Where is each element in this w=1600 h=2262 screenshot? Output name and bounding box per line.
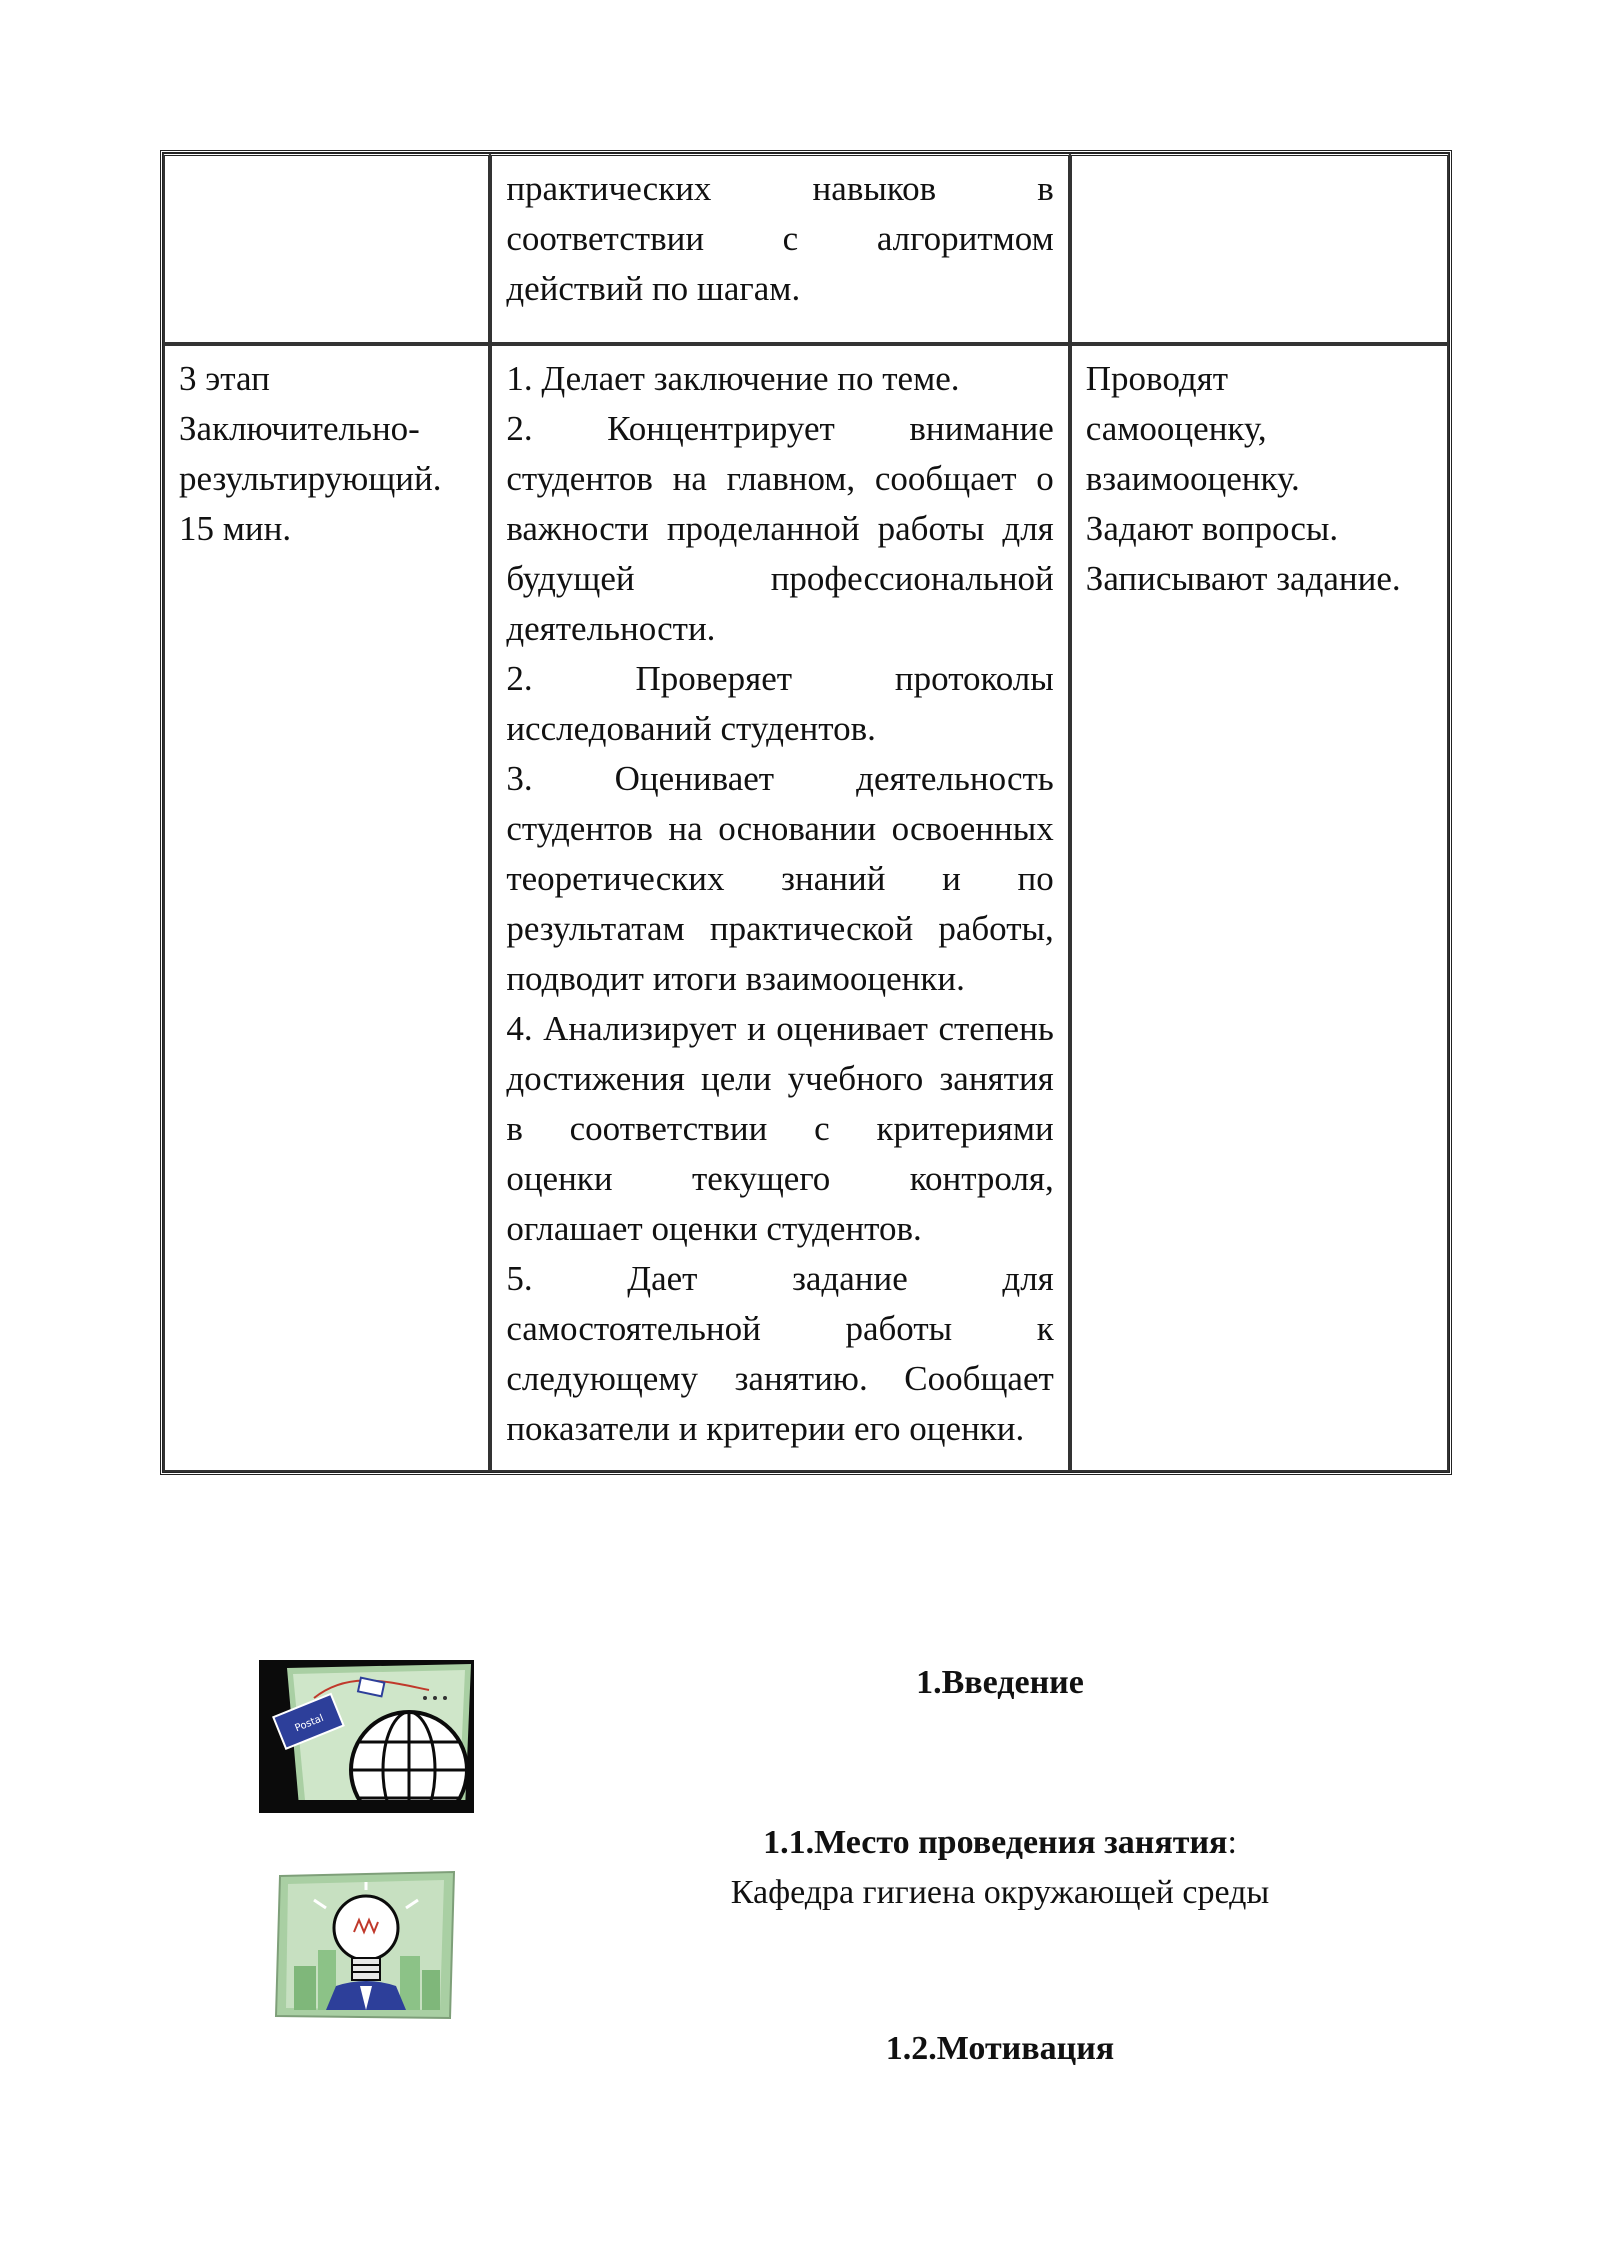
place-value: Кафедра гигиена окружающей среды [730, 1874, 1270, 1911]
svg-text:Postal: Postal [293, 1712, 326, 1735]
lightbulb-clipart-icon [274, 1870, 459, 2022]
student-action-line: Записывают задание. [1085, 559, 1401, 598]
section-title-intro: 1.Введение [916, 1664, 1084, 1701]
teacher-action-item: 5. Дает задание для самостоятельной работы к следующему занятию. Сообщает показатели и критерии его оценки. [506, 1259, 1054, 1448]
table-cell-stage [163, 153, 490, 344]
table-row [163, 153, 1449, 344]
section-title-motivation: 1.2.Мотивация [885, 2030, 1115, 2067]
teacher-action-item: 3. Оценивает деятельность студентов на основании освоенных теоретических знаний и по результатам практической работы, подводит итоги взаимооценки. [506, 759, 1054, 998]
cell-text-line: соответствии с алгоритмом [506, 219, 1054, 258]
stage-text-line: 3 этап [179, 359, 270, 398]
student-action-line: Проводят [1085, 359, 1229, 398]
table-row [163, 344, 1449, 1472]
globe-clipart-icon [259, 1660, 474, 1813]
cell-text-line: действий по шагам. [506, 269, 801, 308]
student-action-line: самооценку, [1085, 409, 1267, 448]
teacher-action-item: 1. Делает заключение по теме. [506, 359, 960, 398]
place-title-colon: : [1227, 1824, 1237, 1861]
teacher-action-item: 4. Анализирует и оценивает степень достижения цели учебного занятия в соответствии с критериями оценки текущего контроля, оглашает оценки студентов. [506, 1009, 1054, 1248]
section-title-place [640, 1818, 1360, 1868]
table-cell-students [1070, 344, 1449, 1472]
student-action-line: взаимооценку. [1085, 459, 1300, 498]
table-cell-stage [163, 344, 490, 1472]
stage-text-line: 15 мин. [179, 509, 292, 548]
table-cell-students [1070, 153, 1449, 344]
stage-text-line: Заключительно- [179, 409, 420, 448]
cell-text-line: практических навыков в [506, 169, 1054, 208]
place-title-text: 1.1.Место проведения занятия [763, 1824, 1228, 1861]
table-cell-teacher [490, 344, 1069, 1472]
table-cell-teacher [490, 153, 1069, 344]
teacher-action-item: 2. Проверяет протоколы исследований студентов. [506, 659, 1054, 748]
teacher-action-item: 2. Концентрирует внимание студентов на главном, сообщает о важности проделанной работы для будущей профессиональной деятельности. [506, 409, 1054, 648]
student-action-line: Задают вопросы. [1085, 509, 1339, 548]
stage-text-line: результирующий. [179, 459, 442, 498]
lesson-plan-table [160, 150, 1452, 1475]
